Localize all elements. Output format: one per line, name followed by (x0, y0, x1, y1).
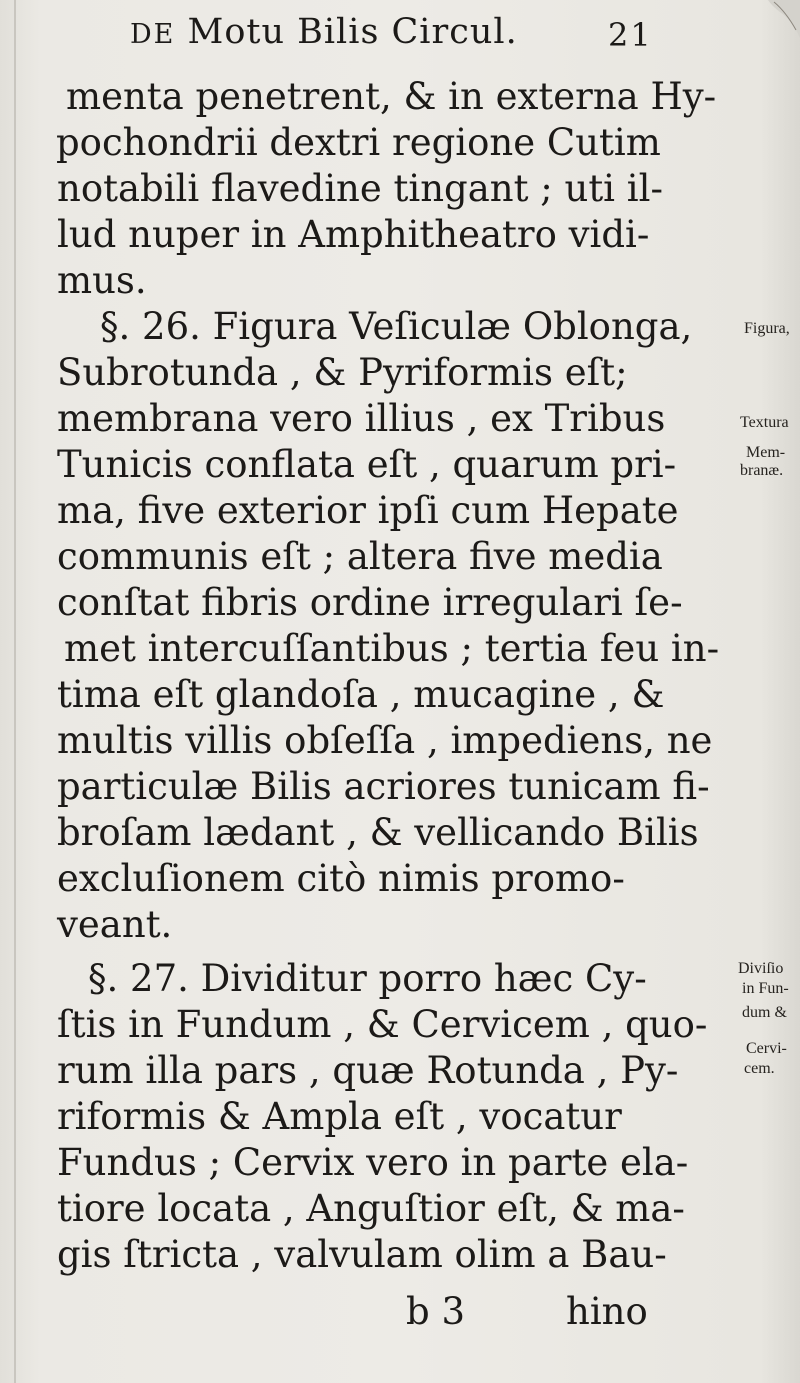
text-line: ma, five exterior ipſi cum Hepate (57, 489, 679, 532)
page-number: 21 (608, 16, 653, 54)
text-line: riformis & Ampla eſt , vocatur (57, 1095, 622, 1138)
text-line: ſtis in Fundum , & Cervicem , quo- (57, 1003, 708, 1046)
section-27-text: §. 27. Dividitur porro hæc Cy- (88, 957, 647, 1000)
running-title-main: Motu Bilis Circul. (187, 12, 518, 52)
margin-note-divisio-2: in Fun- (742, 980, 789, 997)
margin-note-divisio-4: Cervi- (746, 1040, 787, 1057)
text-line: conſtat fibris ordine irregulari ſe- (57, 581, 683, 624)
running-title (130, 12, 580, 52)
text-line: tima eſt glandoſa , mucagine , & (57, 673, 665, 716)
text-line: broſam lædant , & vellicando Bilis (57, 811, 699, 854)
text-line: rum illa pars , quæ Rotunda , Py- (57, 1049, 679, 1092)
text-line: notabili flavedine tingant ; uti il- (57, 167, 663, 210)
torn-corner-icon (760, 0, 800, 40)
text-line: Fundus ; Cervix vero in parte ela- (57, 1141, 689, 1184)
text-line: pochondrii dextri regione Cutim (56, 121, 661, 164)
margin-note-divisio-5: cem. (744, 1060, 775, 1077)
margin-note-membranae-1: Mem- (746, 444, 786, 461)
margin-note-figura: Figura, (744, 320, 790, 337)
text-line: communis eſt ; altera five media (57, 535, 663, 578)
text-line: excluſionem citò nimis promo- (57, 857, 625, 900)
section-26-line (100, 305, 693, 348)
text-line: membrana vero illius , ex Tribus (57, 397, 666, 440)
margin-note-divisio-1: Diviſio (738, 960, 784, 977)
section-26-text: §. 26. Figura Veſiculæ Oblonga, (100, 305, 693, 348)
section-27-line (88, 957, 647, 1000)
margin-note-divisio-3: dum & (742, 1004, 787, 1021)
text-line: met intercuſſantibus ; tertia feu in- (64, 627, 720, 670)
text-line: gis ſtricta , valvulam olim a Bau- (57, 1233, 667, 1276)
running-title-prefix: DE (130, 19, 176, 50)
page-gutter (14, 0, 16, 1383)
text-line: Tunicis conflata eſt , quarum pri- (57, 443, 677, 486)
text-line: tiore locata , Anguſtior eſt, & ma- (57, 1187, 685, 1230)
catchword: hino (566, 1290, 648, 1333)
text-line: lud nuper in Amphitheatro vidi- (57, 213, 650, 256)
text-line: mus. (57, 259, 147, 302)
margin-note-textura: Textura (740, 414, 789, 431)
text-line: veant. (57, 903, 173, 946)
text-line: Subrotunda , & Pyriformis eſt; (57, 351, 628, 394)
margin-note-membranae-2: branæ. (740, 462, 784, 479)
text-line: particulæ Bilis acriores tunicam fi- (57, 765, 710, 808)
text-line: multis villis obſeſſa , impediens, ne (57, 719, 713, 762)
signature-mark: b 3 (406, 1290, 465, 1333)
text-line: menta penetrent, & in externa Hy- (66, 75, 717, 118)
